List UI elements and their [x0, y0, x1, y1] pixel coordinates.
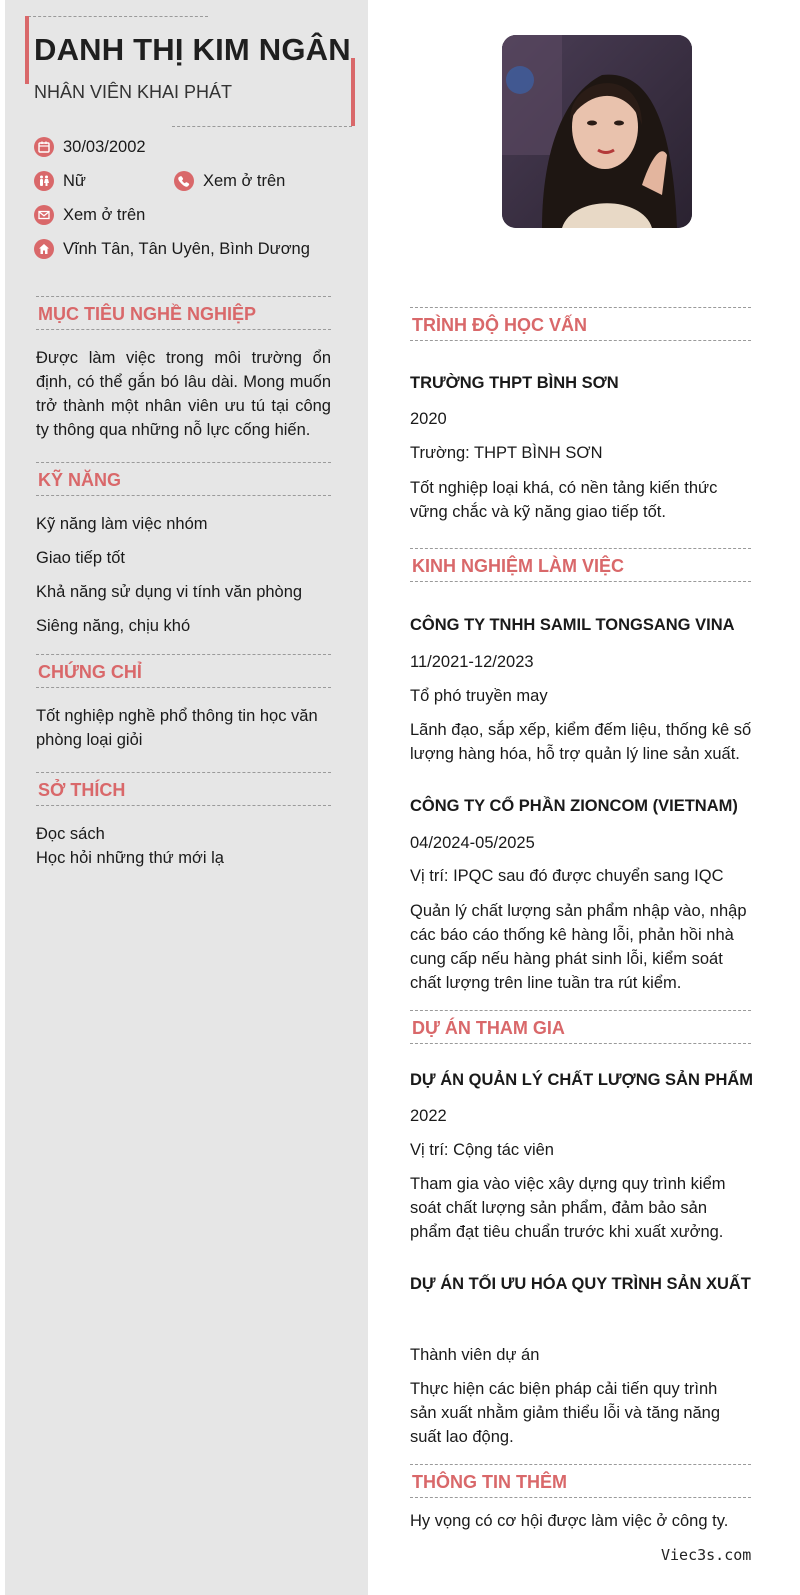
hobby-item: Đọc sách: [36, 825, 105, 843]
skill-item: Kỹ năng làm việc nhóm: [36, 515, 208, 533]
name-top-divider: [28, 16, 208, 17]
birthday-value: 30/03/2002: [63, 137, 146, 156]
certificate-text: Tốt nghiệp nghề phổ thông tin học văn phòng loại giỏi: [36, 707, 318, 749]
project-role: Thành viên dự án: [410, 1346, 540, 1364]
project-name: DỰ ÁN QUẢN LÝ CHẤT LƯỢNG SẢN PHẨM: [410, 1071, 754, 1089]
experience-heading: KINH NGHIỆM LÀM VIỆC: [410, 548, 751, 582]
skill-item: Khả năng sử dụng vi tính văn phòng: [36, 583, 303, 601]
job-description: Lãnh đạo, sắp xếp, kiểm đếm liệu, thống kê số lượng hàng hóa, hỗ trợ quản lý line sản xuất.: [410, 721, 752, 763]
phone-row: [174, 171, 285, 191]
education-school: TRƯỜNG THPT BÌNH SƠN: [410, 374, 619, 392]
job-role: Tổ phó truyền may: [410, 687, 548, 705]
skill-item: Siêng năng, chịu khó: [36, 617, 191, 635]
project-year: 2022: [410, 1107, 447, 1125]
additional-text: Hy vọng có cơ hội được làm việc ở công ty.: [410, 1512, 729, 1530]
objective-heading: MỤC TIÊU NGHỀ NGHIỆP: [36, 296, 331, 330]
address-value: Vĩnh Tân, Tân Uyên, Bình Dương: [63, 239, 310, 258]
education-heading: TRÌNH ĐỘ HỌC VẤN: [410, 307, 751, 341]
home-icon: [34, 239, 54, 259]
education-description: Tốt nghiệp loại khá, có nền tảng kiến thức vững chắc và kỹ năng giao tiếp tốt.: [410, 479, 718, 521]
job-company: CÔNG TY CỔ PHẦN ZIONCOM (VIETNAM): [410, 797, 738, 815]
calendar-icon: [34, 137, 54, 157]
certificates-heading: CHỨNG CHỈ: [36, 654, 331, 688]
gender-icon: [34, 171, 54, 191]
gender-row: [34, 171, 86, 191]
projects-heading: DỰ ÁN THAM GIA: [410, 1010, 751, 1044]
project-description: Tham gia vào việc xây dựng quy trình kiểm soát chất lượng sản phẩm, đảm bảo sản phẩm đạt tiêu chuẩn trước khi xuất xưởng.: [410, 1175, 726, 1241]
project-name: DỰ ÁN TỐI ƯU HÓA QUY TRÌNH SẢN XUẤT: [410, 1275, 751, 1293]
job-period: 11/2021-12/2023: [410, 653, 534, 671]
email-row: [34, 205, 145, 225]
phone-icon: [174, 171, 194, 191]
name-accent-bar-left: [25, 16, 29, 84]
education-year: 2020: [410, 410, 447, 428]
phone-value: Xem ở trên: [203, 171, 286, 190]
job-period: 04/2024-05/2025: [410, 834, 535, 852]
name-accent-bar-right: [351, 58, 355, 126]
candidate-name: DANH THỊ KIM NGÂN: [34, 32, 351, 67]
additional-heading: THÔNG TIN THÊM: [410, 1464, 751, 1498]
job-role: Vị trí: IPQC sau đó được chuyển sang IQC: [410, 867, 724, 885]
birthday-row: [34, 137, 146, 157]
skills-heading: KỸ NĂNG: [36, 462, 331, 496]
job-company: CÔNG TY TNHH SAMIL TONGSANG VINA: [410, 616, 735, 634]
hobbies-heading: SỞ THÍCH: [36, 772, 331, 806]
mail-icon: [34, 205, 54, 225]
watermark: Viec3s.com: [661, 1546, 752, 1564]
profile-photo: [502, 35, 692, 228]
candidate-position: NHÂN VIÊN KHAI PHÁT: [34, 82, 233, 102]
education-detail: Trường: THPT BÌNH SƠN: [410, 444, 603, 462]
objective-text: Được làm việc trong môi trường ổn định, có thể gắn bó lâu dài. Mong muốn trở thành một nhân viên ưu tú tại công ty thông qua những nỗ lực cống hiến.: [36, 349, 331, 439]
name-bottom-divider: [172, 126, 352, 127]
job-description: Quản lý chất lượng sản phẩm nhập vào, nhập các báo cáo thống kê hàng lỗi, phản hồi nhà cung cấp nếu hàng phát sinh lỗi, kiểm soát chất lượng trên line tuần tra rút kiểm.: [410, 902, 747, 992]
hobby-item: Học hỏi những thứ mới lạ: [36, 849, 224, 867]
address-row: [34, 239, 310, 259]
skill-item: Giao tiếp tốt: [36, 549, 125, 567]
gender-value: Nữ: [63, 171, 86, 190]
email-value: Xem ở trên: [63, 205, 146, 224]
project-description: Thực hiện các biện pháp cải tiến quy trình sản xuất nhằm giảm thiểu lỗi và tăng năng suất lao động.: [410, 1380, 721, 1446]
project-role: Vị trí: Cộng tác viên: [410, 1141, 554, 1159]
